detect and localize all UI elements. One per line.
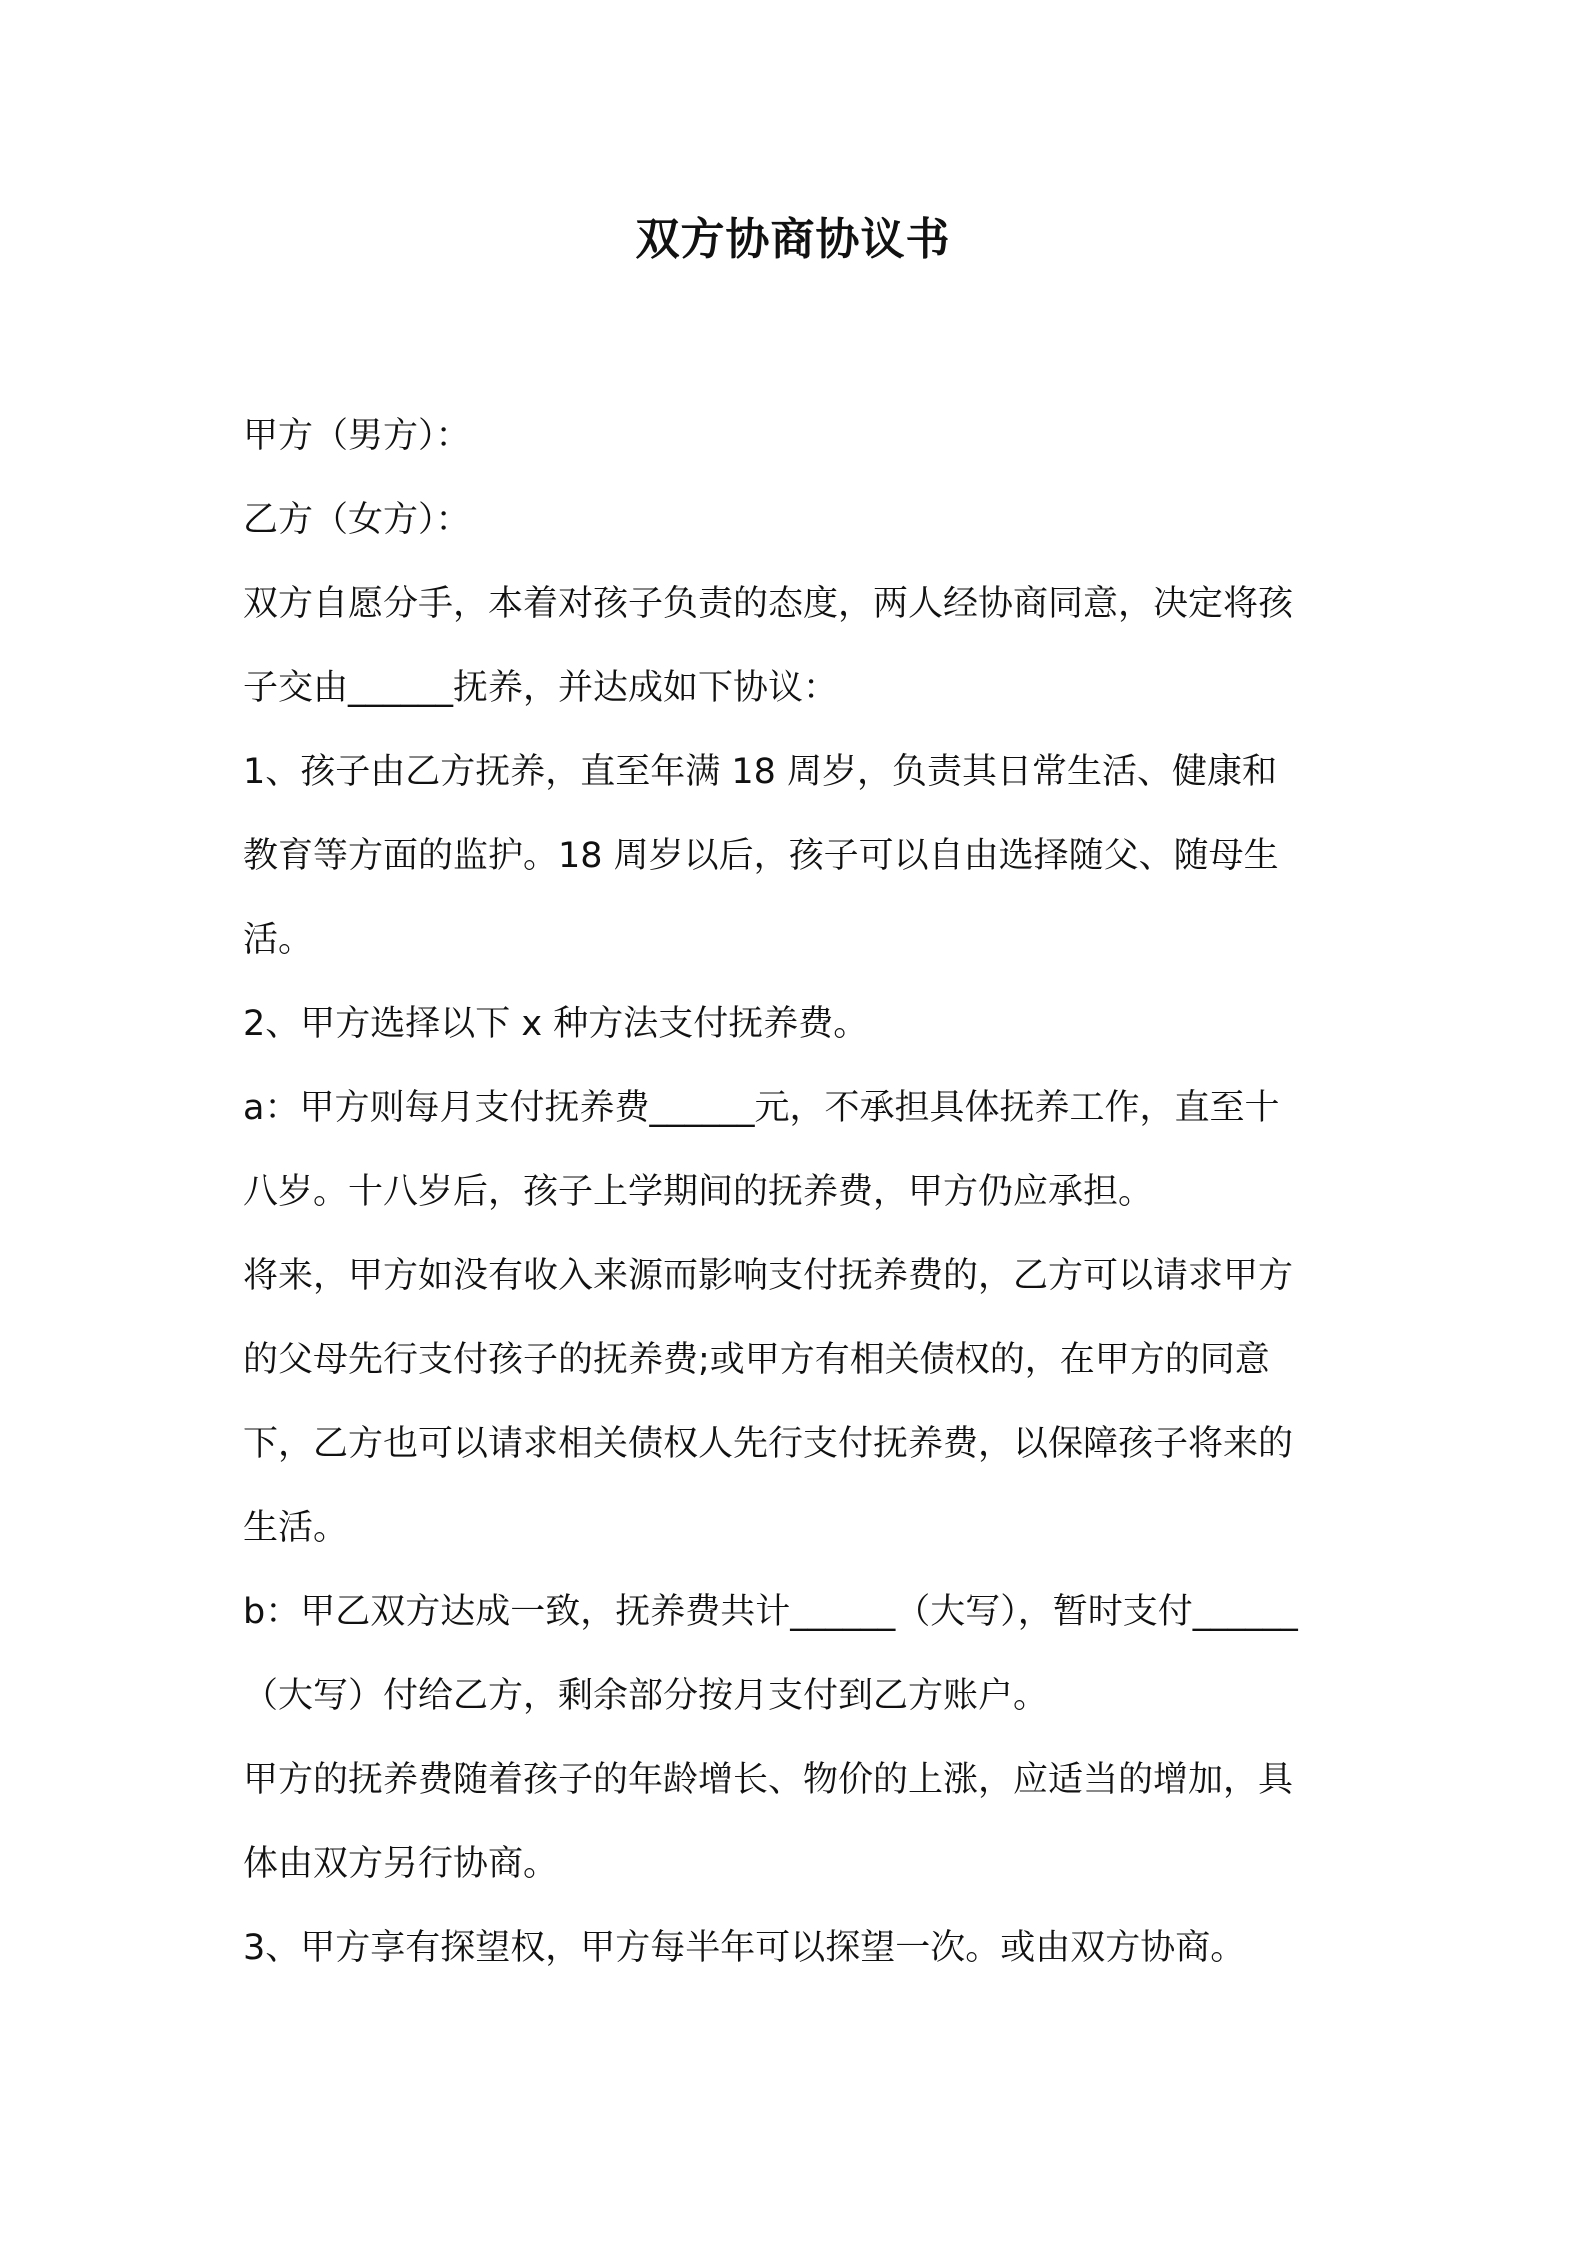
clause-1-line-1: 1、孩子由乙方抚养，直至年满 18 周岁，负责其日常生活、健康和 xyxy=(243,752,1278,792)
intro-line-1: 双方自愿分手，本着对孩子负责的态度，两人经协商同意，决定将孩 xyxy=(243,584,1294,624)
option-b-line-2: （大写）付给乙方，剩余部分按月支付到乙方账户。 xyxy=(243,1676,1049,1716)
document-title: 双方协商协议书 xyxy=(635,214,951,265)
clause-3-line-1: 3、甲方享有探望权，甲方每半年可以探望一次。或由双方协商。 xyxy=(243,1928,1246,1968)
increase-line-2: 体由双方另行协商。 xyxy=(243,1844,559,1884)
party-b-line: 乙方（女方）： xyxy=(243,500,471,540)
option-b-line-1: b：甲乙双方达成一致，抚养费共计______（大写），暂时支付______ xyxy=(243,1592,1298,1632)
option-a-line-1: a：甲方则每月支付抚养费______元，不承担具体抚养工作，直至十 xyxy=(243,1088,1280,1128)
future-line-4: 生活。 xyxy=(243,1508,349,1548)
clause-1-line-3: 活。 xyxy=(243,920,314,960)
party-a-line: 甲方（男方）： xyxy=(243,416,471,456)
intro-line-2: 子交由______抚养，并达成如下协议： xyxy=(243,668,839,708)
future-line-1: 将来，甲方如没有收入来源而影响支付抚养费的，乙方可以请求甲方 xyxy=(243,1256,1294,1296)
future-line-2: 的父母先行支付孩子的抚养费;或甲方有相关债权的，在甲方的同意 xyxy=(243,1340,1270,1380)
future-line-3: 下，乙方也可以请求相关债权人先行支付抚养费，以保障孩子将来的 xyxy=(243,1424,1294,1464)
option-a-line-2: 八岁。十八岁后，孩子上学期间的抚养费，甲方仍应承担。 xyxy=(243,1172,1154,1212)
clause-2-line-1: 2、甲方选择以下 x 种方法支付抚养费。 xyxy=(243,1004,869,1044)
clause-1-line-2: 教育等方面的监护。18 周岁以后，孩子可以自由选择随父、随母生 xyxy=(243,836,1279,876)
increase-line-1: 甲方的抚养费随着孩子的年龄增长、物价的上涨，应适当的增加，具 xyxy=(243,1760,1294,1800)
